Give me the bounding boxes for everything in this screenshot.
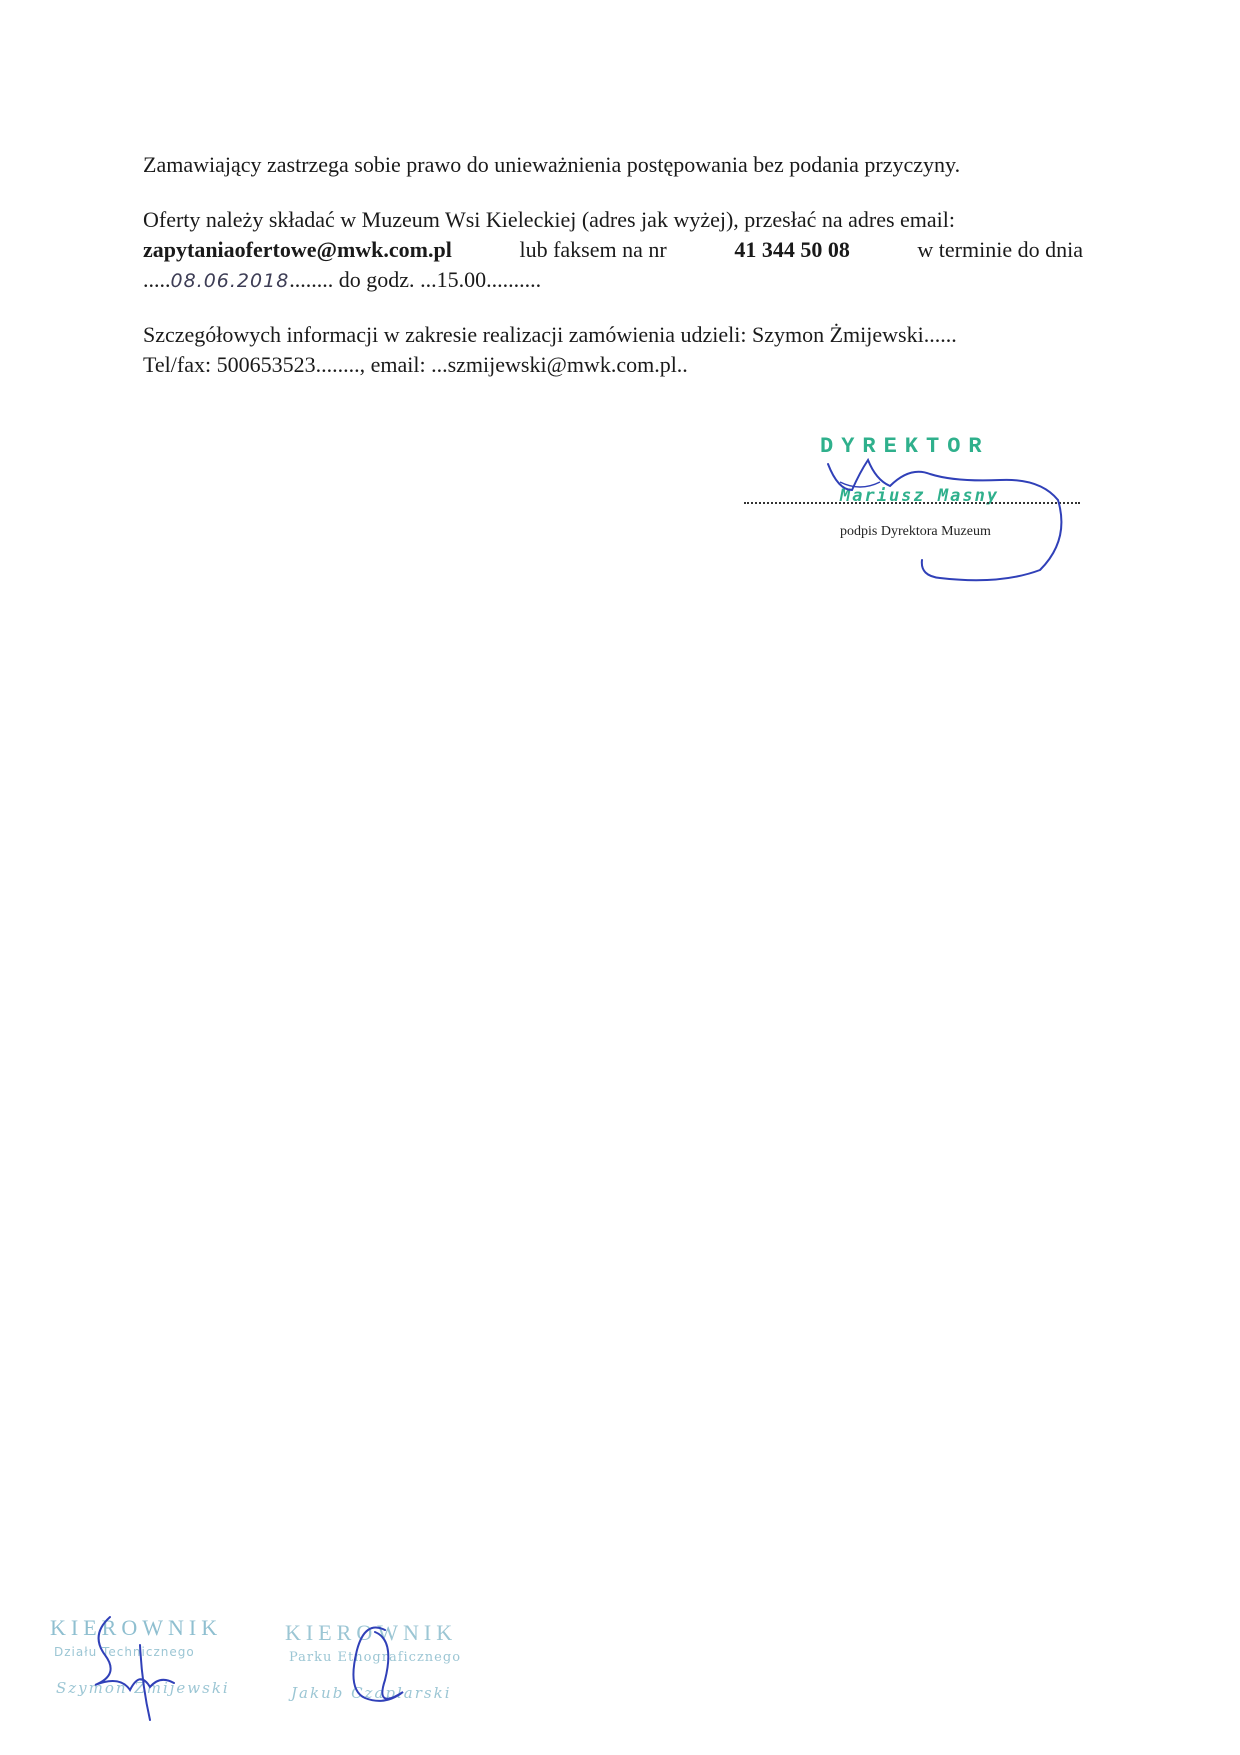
contact-line-1: Szczegółowych informacji w zakresie realizacji zamówienia udzieli: Szymon Żmijewski...... <box>143 322 957 347</box>
stamp-1-subtitle: Działu Technicznego <box>54 1645 195 1659</box>
ethnographic-park-stamp <box>285 1620 505 1730</box>
signature-caption: podpis Dyrektora Muzeum <box>840 524 991 539</box>
offer-line-1-text: Oferty należy składać w Muzeum Wsi Kieleckiej (adres jak wyżej), przesłać na adres email: <box>143 207 956 232</box>
paragraph-1-text: Zamawiający zastrzega sobie prawo do unieważnienia postępowania bez podania przyczyny. <box>143 152 961 177</box>
paragraph-contact-info <box>143 320 1083 380</box>
deadline-time: ...15.00.......... <box>420 267 542 292</box>
time-prefix: do godz. <box>338 267 415 292</box>
stamp-1-title: KIEROWNIK <box>50 1615 223 1640</box>
director-stamp-title: DYREKTOR <box>820 434 990 459</box>
offer-line-3 <box>143 265 1083 296</box>
stamp-1-name: Szymon Żmijewski <box>56 1679 230 1697</box>
stamp-2-name: Jakub Czaplarski <box>291 1684 452 1702</box>
fax-number: 41 344 50 08 <box>734 237 850 262</box>
offer-line-2 <box>143 235 1083 265</box>
contact-line-2: Tel/fax: 500653523........, email: ...szmijewski@mwk.com.pl.. <box>143 352 688 377</box>
stamp-2-handwritten-signature <box>285 1620 505 1730</box>
offer-line-1 <box>143 205 1083 235</box>
director-stamp-name: Mariusz Masny <box>840 486 1000 506</box>
paragraph-cancellation-right <box>143 150 1083 180</box>
dots-after-date: ........ <box>289 267 334 292</box>
technical-department-stamp <box>50 1615 250 1725</box>
offer-email: zapytaniaofertowe@mwk.com.pl <box>143 237 452 262</box>
handwritten-date: 08.06.2018 <box>170 270 290 292</box>
fax-prefix: lub faksem na nr <box>519 237 667 262</box>
stamp-2-title: KIEROWNIK <box>285 1620 458 1645</box>
dots-before-date: ..... <box>143 267 171 292</box>
stamp-2-subtitle: Parku Etnograficznego <box>289 1650 462 1665</box>
director-signature-block <box>740 430 1100 590</box>
paragraph-offer-submission <box>143 205 1083 296</box>
director-handwritten-signature <box>740 430 1100 590</box>
deadline-prefix: w terminie do dnia <box>917 237 1083 262</box>
stamp-1-handwritten-signature <box>50 1615 250 1725</box>
